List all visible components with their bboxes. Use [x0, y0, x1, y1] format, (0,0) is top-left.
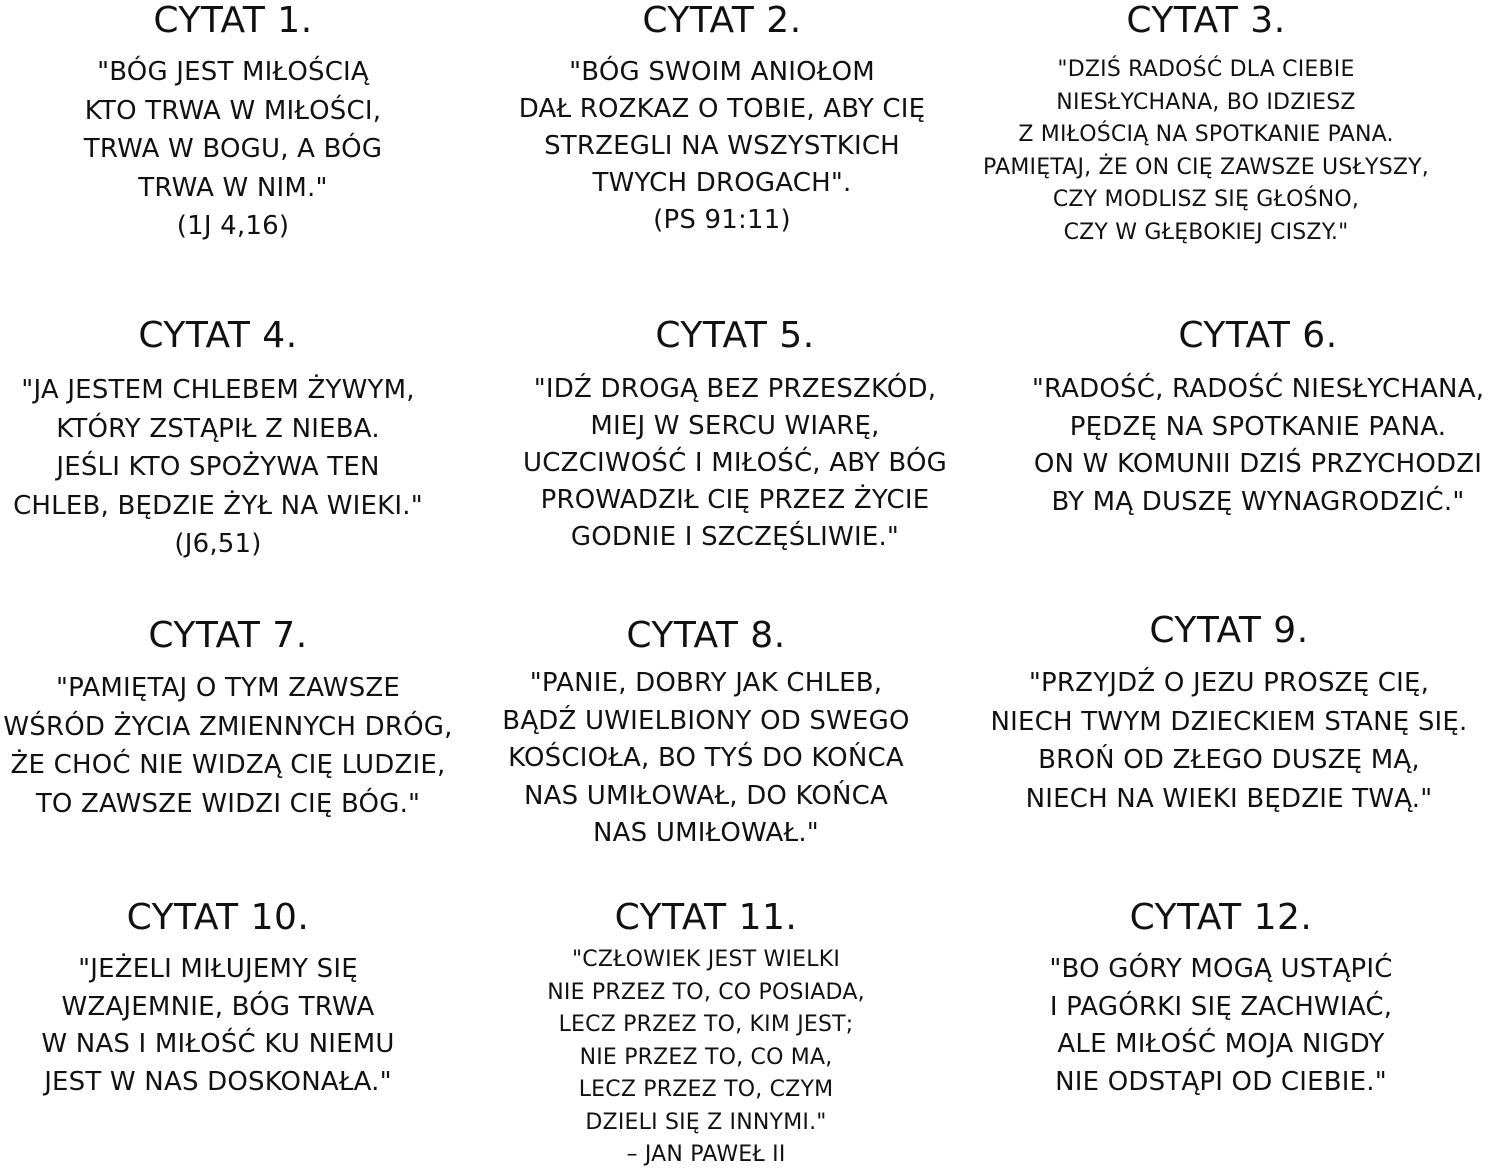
quote-12	[1000, 897, 1442, 1101]
quote-line: BĄDŹ UWIELBIONY OD SWEGO	[502, 705, 910, 736]
quote-line: "JEŻELI MIŁUJEMY SIĘ	[78, 954, 358, 984]
quote-line: PROWADZIŁ CIĘ PRZEZ ŻYCIE	[540, 485, 930, 515]
quote-line: W NAS I MIŁOŚĆ KU NIEMU	[41, 1029, 395, 1059]
quote-8	[478, 615, 934, 853]
quote-3	[966, 0, 1446, 249]
quote-line: "BO GÓRY MOGĄ USTĄPIĆ	[1049, 954, 1393, 984]
quote-line: TWYCH DROGACH".	[592, 168, 852, 198]
quote-line: LECZ PRZEZ TO, CZYM	[578, 1077, 834, 1102]
quote-line: "PRZYJDŹ O JEZU PROSZĘ CIĘ,	[1028, 668, 1430, 698]
quote-line: "BÓG SWOIM ANIOŁOM	[569, 57, 875, 87]
quote-line: CZY W GŁĘBOKIEJ CISZY."	[1063, 219, 1349, 245]
quote-line: "BÓG JEST MIŁOŚCIĄ	[97, 57, 369, 87]
quote-10	[0, 897, 436, 1101]
quote-line: NAS UMIŁOWAŁ."	[593, 818, 819, 848]
quote-line: PAMIĘTAJ, ŻE ON CIĘ ZAWSZE USŁYSZY,	[983, 154, 1429, 180]
quote-line: – JAN PAWEŁ II	[626, 1142, 786, 1167]
quote-line: CZY MODLISZ SIĘ GŁOŚNO,	[1052, 187, 1360, 212]
quote-line: KOŚCIOŁA, BO TYŚ DO KOŃCA	[508, 743, 904, 773]
quote-line: JEST W NAS DOSKONAŁA."	[44, 1066, 392, 1097]
quote-line: NIECH TWYM DZIECKIEM STANĘ SIĘ.	[990, 706, 1468, 737]
quote-line: "PANIE, DOBRY JAK CHLEB,	[529, 668, 883, 698]
quote-line: "RADOŚĆ, RADOŚĆ NIESŁYCHANA,	[1031, 374, 1485, 404]
quote-line: TRWA W BOGU, A BÓG	[83, 134, 383, 164]
quote-line: LECZ PRZEZ TO, KIM JEST;	[558, 1012, 854, 1037]
quote-line: ALE MIŁOŚĆ MOJA NIGDY	[1057, 1029, 1385, 1059]
quote-title: CYTAT 5.	[655, 315, 815, 356]
quote-line: KTÓRY ZSTĄPIŁ Z NIEBA.	[56, 413, 380, 444]
quote-title: CYTAT 9.	[1149, 610, 1309, 651]
quote-line: KTO TRWA W MIŁOŚCI,	[84, 95, 382, 126]
quote-9	[987, 610, 1471, 818]
quote-title: CYTAT 11.	[614, 897, 798, 938]
quote-line: (1J 4,16)	[176, 211, 290, 241]
quote-line: STRZEGLI NA WSZYSTKICH	[544, 131, 900, 161]
quote-title: CYTAT 8.	[626, 615, 786, 656]
quote-line: DZIELI SIĘ Z INNYMI."	[585, 1109, 827, 1135]
quote-line: NIE ODSTĄPI OD CIEBIE."	[1055, 1066, 1387, 1097]
quote-line: NIESŁYCHANA, BO IDZIESZ	[1056, 89, 1356, 115]
quote-line: BY MĄ DUSZĘ WYNAGRODZIĆ."	[1051, 486, 1465, 517]
quote-line: NIE PRZEZ TO, CO POSIADA,	[547, 979, 865, 1005]
quote-line: MIEJ W SERCU WIARĘ,	[590, 411, 880, 441]
quote-line: I PAGÓRKI SIĘ ZACHWIAĆ,	[1049, 991, 1393, 1022]
quote-title: CYTAT 6.	[1178, 315, 1338, 356]
quote-title: CYTAT 4.	[138, 315, 298, 356]
quote-title: CYTAT 10.	[126, 897, 310, 938]
quote-line: NAS UMIŁOWAŁ, DO KOŃCA	[523, 780, 889, 811]
quote-line: ŻE CHOĆ NIE WIDZĄ CIĘ LUDZIE,	[10, 750, 446, 780]
quote-line: "PAMIĘTAJ O TYM ZAWSZE	[55, 673, 401, 703]
quote-line: Z MIŁOŚCIĄ NA SPOTKANIE PANA.	[1018, 122, 1394, 147]
quote-line: "CZŁOWIEK JEST WIELKI	[571, 947, 841, 972]
quote-line: NIECH NA WIEKI BĘDZIE TWĄ."	[1025, 783, 1433, 814]
quote-line: DAŁ ROZKAZ O TOBIE, ABY CIĘ	[518, 94, 926, 124]
quote-title: CYTAT 12.	[1129, 897, 1313, 938]
quote-line: (J6,51)	[174, 529, 262, 559]
quote-4	[0, 315, 436, 564]
quote-line: TO ZAWSZE WIDZI CIĘ BÓG."	[35, 788, 421, 819]
quote-line: UCZCIWOŚĆ I MIŁOŚĆ, ABY BÓG	[523, 448, 947, 478]
quote-2	[497, 0, 947, 239]
quote-line: PĘDZĘ NA SPOTKANIE PANA.	[1069, 411, 1447, 442]
quote-line: NIE PRZEZ TO, CO MA,	[579, 1044, 833, 1070]
quote-6	[1023, 315, 1493, 521]
quote-line: (PS 91:11)	[653, 205, 791, 235]
quote-line: "JA JESTEM CHLEBEM ŻYWYM,	[21, 375, 415, 405]
quote-line: GODNIE I SZCZĘŚLIWIE."	[570, 522, 900, 552]
quote-title: CYTAT 7.	[148, 615, 308, 656]
quote-line: "IDŹ DROGĄ BEZ PRZESZKÓD,	[533, 374, 937, 404]
quote-line: "DZIŚ RADOŚĆ DLA CIEBIE	[1057, 57, 1355, 82]
quote-11	[478, 897, 934, 1172]
quote-7	[0, 615, 456, 823]
quote-line: JEŚLI KTO SPOŻYWA TEN	[56, 452, 380, 482]
quote-line: TRWA W NIM."	[138, 172, 328, 203]
quote-line: ON W KOMUNII DZIŚ PRZYCHODZI	[1033, 449, 1483, 479]
quote-5	[505, 315, 965, 556]
quote-title: CYTAT 1.	[153, 0, 313, 41]
quote-title: CYTAT 3.	[1126, 0, 1286, 41]
quote-line: BROŃ OD ZŁEGO DUSZĘ MĄ,	[1038, 745, 1420, 775]
quote-title: CYTAT 2.	[642, 0, 802, 41]
quote-1	[8, 0, 458, 246]
quote-line: WZAJEMNIE, BÓG TRWA	[61, 991, 375, 1022]
quote-line: CHLEB, BĘDZIE ŻYŁ NA WIEKI."	[13, 490, 423, 521]
quote-line: WŚRÓD ŻYCIA ZMIENNYCH DRÓG,	[3, 711, 453, 742]
